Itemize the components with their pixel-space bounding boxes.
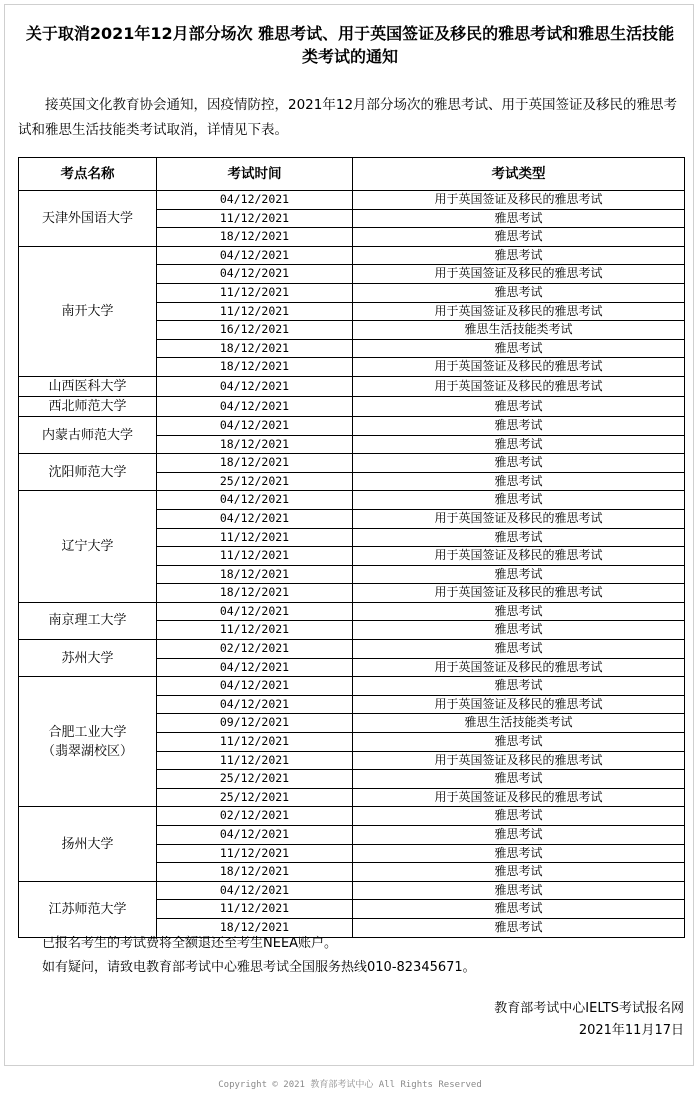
- table-row: [19, 454, 685, 473]
- exam-date-cell: 11/12/2021: [157, 900, 353, 919]
- exam-type-cell: 雅思考试: [353, 844, 685, 863]
- venue-cell: 内蒙古师范大学: [19, 416, 157, 453]
- notice-intro: 接英国文化教育协会通知，因疫情防控，2021年12月部分场次的雅思考试、用于英国签证及移民的雅思考试和雅思生活技能类考试取消，详情见下表。: [18, 97, 678, 138]
- exam-type-cell: 用于英国签证及移民的雅思考试: [353, 376, 685, 396]
- exam-date-cell: 11/12/2021: [157, 621, 353, 640]
- exam-date-cell: 04/12/2021: [157, 881, 353, 900]
- exam-type-cell: 雅思考试: [353, 209, 685, 228]
- exam-type-cell: 雅思考试: [353, 733, 685, 752]
- exam-type-cell: 用于英国签证及移民的雅思考试: [353, 695, 685, 714]
- exam-date-cell: 04/12/2021: [157, 265, 353, 284]
- exam-type-cell: 雅思考试: [353, 918, 685, 937]
- exam-date-cell: 18/12/2021: [157, 565, 353, 584]
- table-header-row: [19, 158, 685, 191]
- exam-date-cell: 04/12/2021: [157, 416, 353, 435]
- exam-type-cell: 雅思考试: [353, 770, 685, 789]
- exam-date-cell: 04/12/2021: [157, 602, 353, 621]
- exam-type-cell: 雅思考试: [353, 565, 685, 584]
- exam-type-cell: 雅思考试: [353, 339, 685, 358]
- exam-type-cell: 雅思考试: [353, 246, 685, 265]
- venue-cell: 扬州大学: [19, 807, 157, 881]
- exam-date-cell: 25/12/2021: [157, 770, 353, 789]
- exam-date-cell: 11/12/2021: [157, 751, 353, 770]
- exam-date-cell: 18/12/2021: [157, 358, 353, 377]
- exam-date-cell: 18/12/2021: [157, 584, 353, 603]
- exam-type-cell: 用于英国签证及移民的雅思考试: [353, 751, 685, 770]
- table-row: [19, 881, 685, 900]
- exam-date-cell: 18/12/2021: [157, 435, 353, 454]
- exam-type-cell: 用于英国签证及移民的雅思考试: [353, 788, 685, 807]
- venue-cell: 合肥工业大学 （翡翠湖校区）: [19, 677, 157, 807]
- table-row: [19, 396, 685, 416]
- venue-cell: 南开大学: [19, 246, 157, 376]
- exam-date-cell: 04/12/2021: [157, 826, 353, 845]
- exam-date-cell: 04/12/2021: [157, 509, 353, 528]
- exam-type-cell: 雅思考试: [353, 881, 685, 900]
- exam-type-cell: 用于英国签证及移民的雅思考试: [353, 509, 685, 528]
- exam-type-cell: 雅思考试: [353, 396, 685, 416]
- table-row: [19, 677, 685, 696]
- exam-type-cell: 雅思考试: [353, 677, 685, 696]
- exam-type-cell: 用于英国签证及移民的雅思考试: [353, 358, 685, 377]
- exam-date-cell: 11/12/2021: [157, 547, 353, 566]
- exam-date-cell: 16/12/2021: [157, 321, 353, 340]
- exam-type-cell: 雅思考试: [353, 283, 685, 302]
- exam-date-cell: 04/12/2021: [157, 376, 353, 396]
- exam-date-cell: 11/12/2021: [157, 733, 353, 752]
- venue-cell: 西北师范大学: [19, 396, 157, 416]
- table-row: [19, 807, 685, 826]
- exam-date-cell: 18/12/2021: [157, 339, 353, 358]
- exam-type-cell: 雅思考试: [353, 454, 685, 473]
- exam-type-cell: 用于英国签证及移民的雅思考试: [353, 547, 685, 566]
- exam-date-cell: 04/12/2021: [157, 191, 353, 210]
- table-row: [19, 491, 685, 510]
- table-row: [19, 602, 685, 621]
- exam-type-cell: 雅思考试: [353, 621, 685, 640]
- exam-date-cell: 18/12/2021: [157, 863, 353, 882]
- exam-date-cell: 11/12/2021: [157, 528, 353, 547]
- exam-type-cell: 雅思考试: [353, 435, 685, 454]
- venue-cell: 苏州大学: [19, 640, 157, 677]
- contact-note: 如有疑问，请致电教育部考试中心雅思考试全国服务热线010-82345671。: [42, 960, 476, 975]
- exam-type-cell: 用于英国签证及移民的雅思考试: [353, 302, 685, 321]
- notice-title-line-2: 类考试的通知: [301, 47, 398, 66]
- exam-type-cell: 雅思考试: [353, 528, 685, 547]
- exam-type-cell: 雅思考试: [353, 228, 685, 247]
- publish-date: 2021年11月17日: [578, 1023, 684, 1038]
- table-row: [19, 246, 685, 265]
- exam-type-cell: 雅思考试: [353, 863, 685, 882]
- exam-date-cell: 04/12/2021: [157, 658, 353, 677]
- exam-type-cell: 雅思考试: [353, 472, 685, 491]
- venue-cell: 山西医科大学: [19, 376, 157, 396]
- exam-date-cell: 11/12/2021: [157, 209, 353, 228]
- exam-date-cell: 02/12/2021: [157, 640, 353, 659]
- venue-cell: 江苏师范大学: [19, 881, 157, 937]
- table-row: [19, 376, 685, 396]
- exam-date-cell: 11/12/2021: [157, 302, 353, 321]
- exam-type-cell: 雅思考试: [353, 602, 685, 621]
- exam-type-cell: 雅思考试: [353, 491, 685, 510]
- table-row: [19, 191, 685, 210]
- exam-date-cell: 04/12/2021: [157, 677, 353, 696]
- exam-type-cell: 用于英国签证及移民的雅思考试: [353, 584, 685, 603]
- exam-date-cell: 04/12/2021: [157, 695, 353, 714]
- exam-date-cell: 04/12/2021: [157, 396, 353, 416]
- venue-cell: 辽宁大学: [19, 491, 157, 603]
- exam-date-cell: 11/12/2021: [157, 283, 353, 302]
- exam-type-cell: 雅思考试: [353, 640, 685, 659]
- exam-date-cell: 25/12/2021: [157, 472, 353, 491]
- table-row: [19, 640, 685, 659]
- exam-type-cell: 用于英国签证及移民的雅思考试: [353, 265, 685, 284]
- exam-date-cell: 18/12/2021: [157, 454, 353, 473]
- exam-type-cell: 雅思考试: [353, 900, 685, 919]
- exam-date-cell: 18/12/2021: [157, 918, 353, 937]
- venue-cell: 沈阳师范大学: [19, 454, 157, 491]
- exam-date-cell: 04/12/2021: [157, 491, 353, 510]
- table-body: [19, 191, 685, 938]
- exam-date-cell: 09/12/2021: [157, 714, 353, 733]
- publisher-name: 教育部考试中心IELTS考试报名网: [494, 1001, 684, 1016]
- venue-cell: 南京理工大学: [19, 602, 157, 639]
- header-venue: 考点名称: [19, 158, 157, 191]
- exam-type-cell: 雅思生活技能类考试: [353, 714, 685, 733]
- notice-title-line-1: 关于取消2021年12月部分场次 雅思考试、用于英国签证及移民的雅思考试和雅思生活技能: [25, 24, 675, 43]
- table-row: [19, 416, 685, 435]
- exam-date-cell: 04/12/2021: [157, 246, 353, 265]
- exam-date-cell: 18/12/2021: [157, 228, 353, 247]
- venue-cell: 天津外国语大学: [19, 191, 157, 247]
- exam-date-cell: 02/12/2021: [157, 807, 353, 826]
- exam-date-cell: 11/12/2021: [157, 844, 353, 863]
- exam-type-cell: 用于英国签证及移民的雅思考试: [353, 191, 685, 210]
- header-date: 考试时间: [157, 158, 353, 191]
- exam-type-cell: 雅思考试: [353, 416, 685, 435]
- header-type: 考试类型: [353, 158, 685, 191]
- refund-note: 已报名考生的考试费将全额退还至考生NEEA账户。: [42, 936, 338, 951]
- exam-date-cell: 25/12/2021: [157, 788, 353, 807]
- exam-type-cell: 雅思考试: [353, 807, 685, 826]
- exam-type-cell: 雅思生活技能类考试: [353, 321, 685, 340]
- copyright-text: Copyright © 2021 教育部考试中心 All Rights Reserved: [218, 1080, 482, 1090]
- exam-type-cell: 用于英国签证及移民的雅思考试: [353, 658, 685, 677]
- cancellation-table: [18, 157, 685, 938]
- exam-type-cell: 雅思考试: [353, 826, 685, 845]
